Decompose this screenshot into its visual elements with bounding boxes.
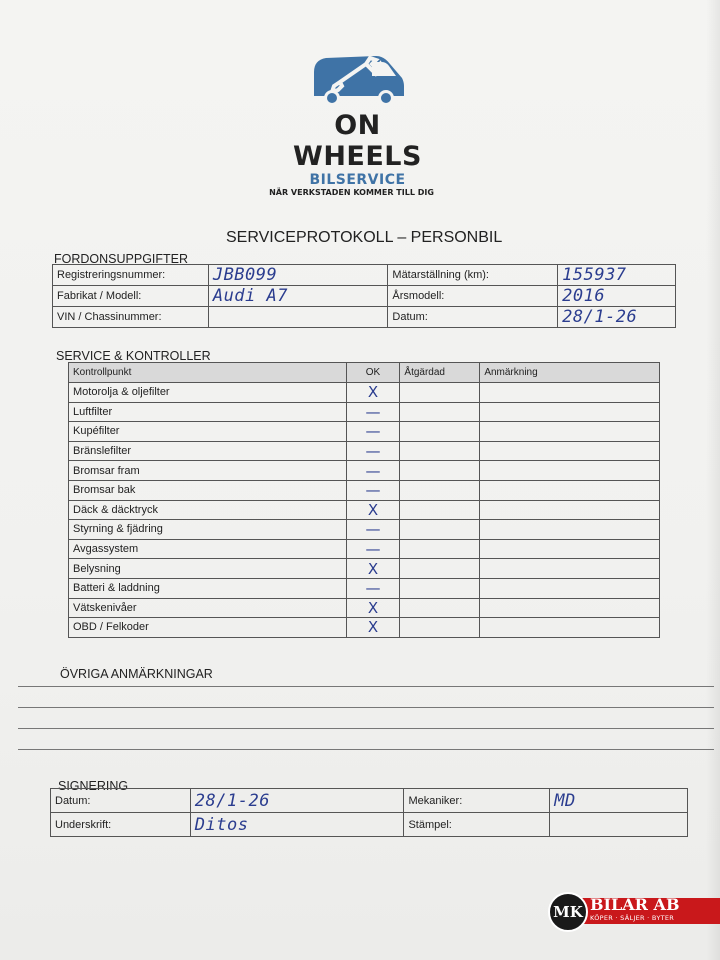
ok-mark-cell: X (346, 618, 400, 638)
atgardad-cell (400, 520, 480, 540)
table-row (53, 265, 676, 286)
table-row (69, 578, 660, 598)
table-row (69, 402, 660, 422)
remarks-line (18, 707, 714, 708)
badge-name: BILAR AB (590, 895, 680, 914)
table-row (69, 539, 660, 559)
table-row (69, 480, 660, 500)
ok-mark-cell: — (346, 578, 400, 598)
logo-service: BILSERVICE (309, 172, 406, 188)
kontrollpunkt-cell: Styrning & fjädring (69, 520, 347, 540)
logo-tagline: NÄR VERKSTADEN KOMMER TILL DIG (269, 188, 434, 197)
table-row (69, 520, 660, 540)
kontrollpunkt-cell: Vätskenivåer (69, 598, 347, 618)
remarks-line (18, 728, 714, 729)
remarks-section-title: ÖVRIGA ANMÄRKNINGAR (60, 667, 213, 681)
ok-mark-cell: X (346, 598, 400, 618)
atgardad-cell (400, 422, 480, 442)
kontrollpunkt-cell: Däck & däcktryck (69, 500, 347, 520)
page-shadow (706, 0, 720, 960)
service-section-title: SERVICE & KONTROLLER (56, 349, 211, 363)
table-row (51, 789, 688, 813)
kontrollpunkt-cell: Kupéfilter (69, 422, 347, 442)
anmarkning-cell (480, 383, 660, 403)
remarks-lines (18, 686, 714, 770)
ok-mark-cell: — (346, 461, 400, 481)
company-logo (270, 52, 445, 197)
service-table (68, 362, 660, 638)
header-anmarkning: Anmärkning (480, 363, 660, 383)
header-kontrollpunkt: Kontrollpunkt (69, 363, 347, 383)
ok-mark-cell: — (346, 422, 400, 442)
vin-value (208, 307, 388, 328)
sign-date-label: Datum: (51, 789, 191, 813)
remarks-line (18, 686, 714, 687)
anmarkning-cell (480, 480, 660, 500)
table-header-row (69, 363, 660, 383)
logo-name: ON WHEELS (293, 110, 422, 172)
table-row (69, 598, 660, 618)
anmarkning-cell (480, 441, 660, 461)
signing-table (50, 788, 688, 837)
stamp-label: Stämpel: (404, 813, 550, 837)
mileage-label: Mätarställning (km): (388, 265, 558, 286)
atgardad-cell (400, 500, 480, 520)
kontrollpunkt-cell: Avgassystem (69, 539, 347, 559)
ok-mark-cell: — (346, 520, 400, 540)
badge-monogram: MK (548, 892, 588, 932)
remarks-line (18, 749, 714, 750)
anmarkning-cell (480, 598, 660, 618)
anmarkning-cell (480, 500, 660, 520)
atgardad-cell (400, 578, 480, 598)
ok-mark-cell: X (346, 383, 400, 403)
table-row (69, 383, 660, 403)
table-row (69, 500, 660, 520)
date-value: 28/1-26 (558, 307, 676, 328)
kontrollpunkt-cell: Luftfilter (69, 402, 347, 422)
anmarkning-cell (480, 520, 660, 540)
atgardad-cell (400, 441, 480, 461)
dealer-badge (546, 890, 720, 932)
anmarkning-cell (480, 461, 660, 481)
table-row (69, 422, 660, 442)
anmarkning-cell (480, 422, 660, 442)
reg-label: Registreringsnummer: (53, 265, 209, 286)
table-row (69, 618, 660, 638)
signature-label: Underskrift: (51, 813, 191, 837)
date-label: Datum: (388, 307, 558, 328)
kontrollpunkt-cell: Batteri & laddning (69, 578, 347, 598)
kontrollpunkt-cell: Bränslefilter (69, 441, 347, 461)
signing-section-title: SIGNERING (58, 779, 129, 793)
ok-mark-cell: — (346, 480, 400, 500)
vehicle-section-title: FORDONSUPPGIFTER (54, 252, 189, 266)
reg-value: JBB099 (208, 265, 388, 286)
table-row (69, 461, 660, 481)
year-label: Årsmodell: (388, 286, 558, 307)
ok-mark-cell: — (346, 539, 400, 559)
document-title: SERVICEPROTOKOLL – PERSONBIL (226, 229, 503, 246)
table-row (69, 559, 660, 579)
atgardad-cell (400, 480, 480, 500)
table-row (53, 307, 676, 328)
atgardad-cell (400, 461, 480, 481)
kontrollpunkt-cell: Bromsar fram (69, 461, 347, 481)
atgardad-cell (400, 559, 480, 579)
ok-mark-cell: — (346, 441, 400, 461)
mechanic-label: Mekaniker: (404, 789, 550, 813)
vehicle-table (52, 264, 676, 328)
table-row (69, 441, 660, 461)
anmarkning-cell (480, 559, 660, 579)
atgardad-cell (400, 402, 480, 422)
atgardad-cell (400, 598, 480, 618)
vin-label: VIN / Chassinummer: (53, 307, 209, 328)
make-value: Audi A7 (208, 286, 388, 307)
table-row (53, 286, 676, 307)
mileage-value: 155937 (558, 265, 676, 286)
van-wrench-icon (310, 52, 406, 108)
kontrollpunkt-cell: Motorolja & oljefilter (69, 383, 347, 403)
sign-date-value: 28/1-26 (190, 789, 404, 813)
ok-mark-cell: — (346, 402, 400, 422)
atgardad-cell (400, 539, 480, 559)
mechanic-value: MD (550, 789, 688, 813)
ok-mark-cell: X (346, 559, 400, 579)
anmarkning-cell (480, 618, 660, 638)
anmarkning-cell (480, 539, 660, 559)
header-ok: OK (346, 363, 400, 383)
kontrollpunkt-cell: Bromsar bak (69, 480, 347, 500)
atgardad-cell (400, 618, 480, 638)
badge-tagline: KÖPER · SÄLJER · BYTER (590, 914, 675, 922)
anmarkning-cell (480, 578, 660, 598)
year-value: 2016 (558, 286, 676, 307)
kontrollpunkt-cell: Belysning (69, 559, 347, 579)
header-atgardad: Åtgärdad (400, 363, 480, 383)
stamp-value (550, 813, 688, 837)
kontrollpunkt-cell: OBD / Felkoder (69, 618, 347, 638)
make-label: Fabrikat / Modell: (53, 286, 209, 307)
atgardad-cell (400, 383, 480, 403)
ok-mark-cell: X (346, 500, 400, 520)
signature-value: Ditos (190, 813, 404, 837)
table-row (51, 813, 688, 837)
anmarkning-cell (480, 402, 660, 422)
